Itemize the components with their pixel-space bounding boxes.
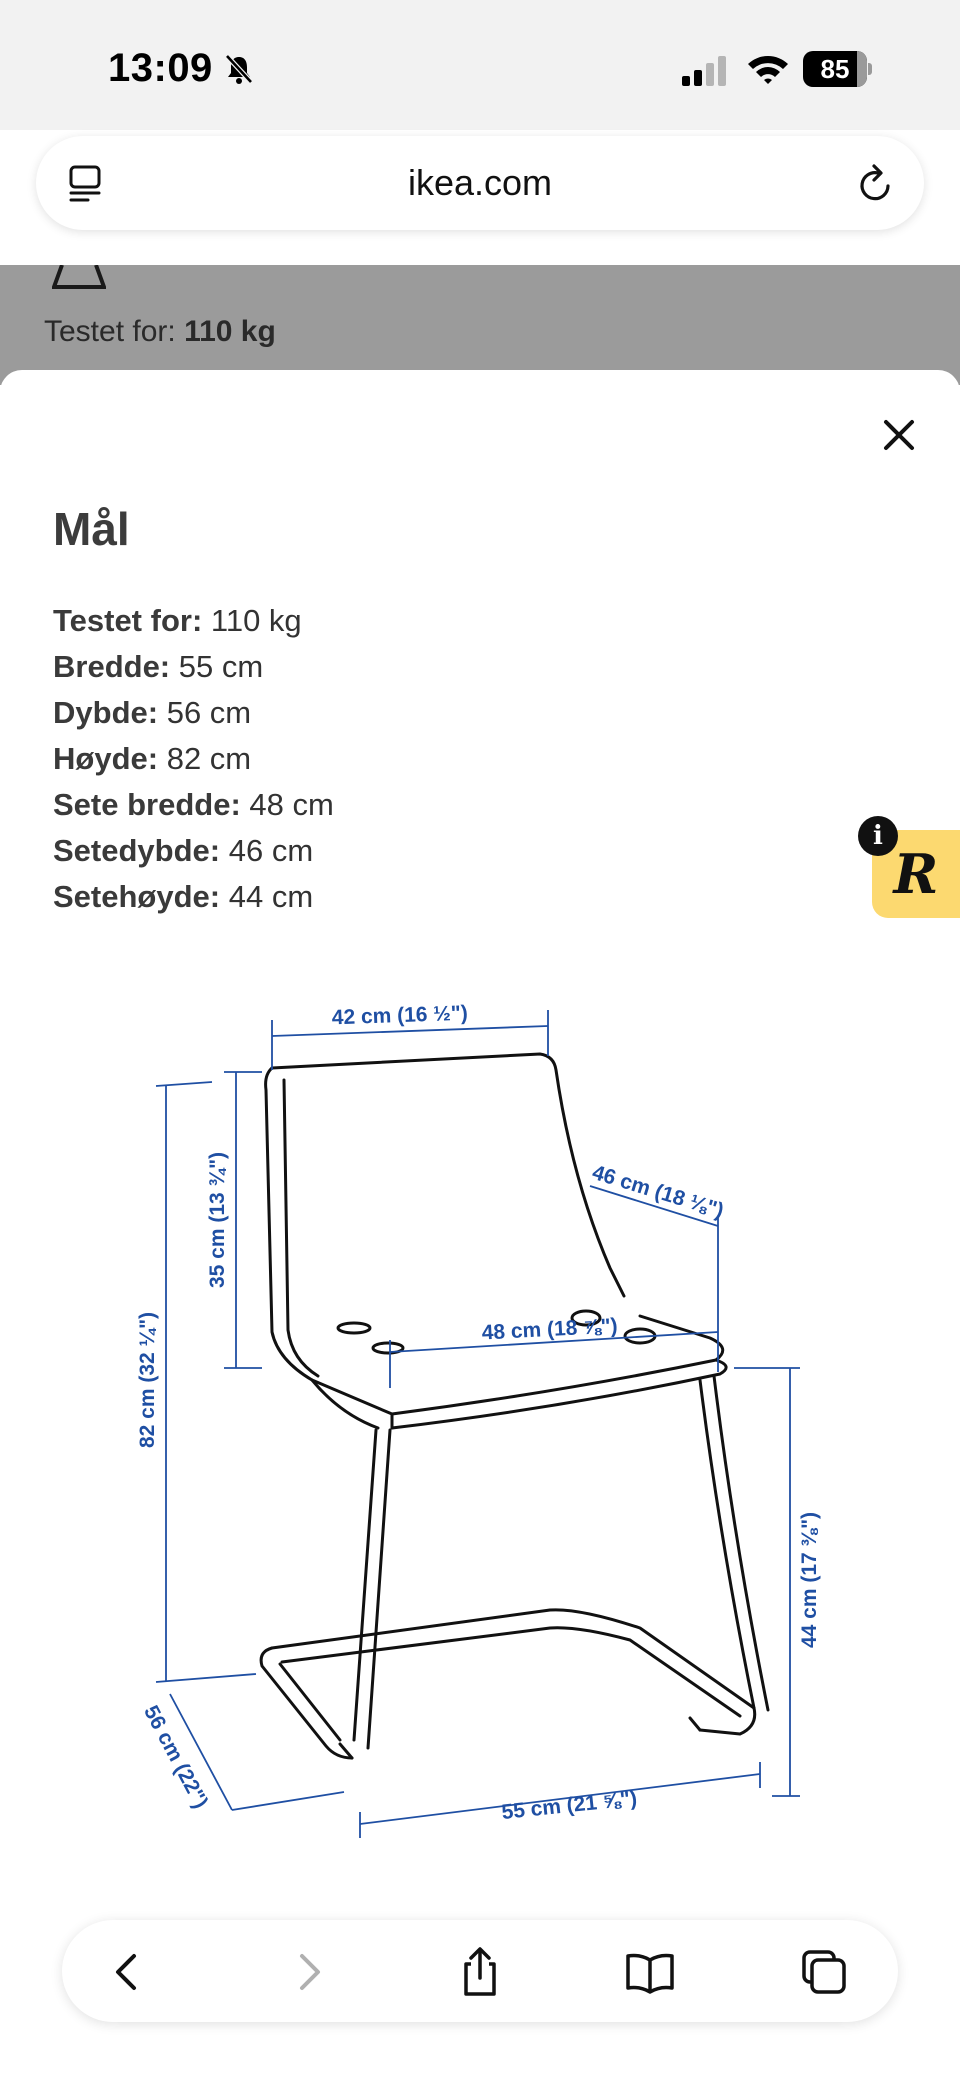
spec-label: Testet for: (53, 603, 203, 638)
dimensions-sheet (0, 370, 960, 2086)
battery-level: 85 (820, 54, 850, 84)
spec-height (53, 736, 334, 782)
dimension-lines (156, 1010, 800, 1838)
spec-value: 110 kg (210, 603, 302, 638)
spec-tested-for (53, 598, 334, 644)
page-behind-overlay (0, 265, 960, 385)
spec-list (53, 598, 334, 920)
behind-label: Testet for: (44, 315, 176, 348)
tabs-button[interactable] (798, 1946, 850, 1998)
label-width: 55 cm (21 ⅝") (500, 1786, 639, 1825)
address-bar[interactable] (36, 136, 924, 230)
spec-label: Setedybde: (53, 833, 221, 868)
label-seat-height: 44 cm (17 ⅜") (798, 1511, 821, 1649)
spec-label: Høyde: (53, 741, 159, 776)
url-text[interactable]: ikea.com (407, 162, 553, 203)
spec-value: 55 cm (178, 649, 264, 684)
label-backrest-height: 35 cm (13 ¾") (206, 1151, 229, 1289)
behind-tested-for (44, 315, 276, 349)
close-button[interactable] (874, 410, 924, 460)
label-backrest-width: 42 cm (16 ½") (331, 1001, 469, 1030)
spec-seat-width (53, 782, 334, 828)
chair-drawing (261, 1054, 768, 1758)
spec-value: 56 cm (166, 695, 252, 730)
status-time: 13:09 (108, 46, 213, 90)
bell-slash-icon (222, 52, 256, 86)
behind-value: 110 kg (184, 315, 276, 348)
back-button[interactable] (102, 1946, 154, 1998)
label-seat-width: 48 cm (18 ⅞") (481, 1314, 619, 1345)
spec-value: 44 cm (228, 879, 314, 914)
wifi-icon (746, 52, 790, 86)
reload-icon[interactable] (856, 162, 896, 204)
spec-value: 82 cm (166, 741, 252, 776)
battery-indicator (803, 51, 873, 87)
spec-width (53, 644, 334, 690)
spec-depth (53, 690, 334, 736)
battery-cap (868, 63, 872, 75)
chair-dimension-diagram (0, 940, 960, 1840)
label-total-height: 82 cm (32 ¼") (136, 1311, 159, 1449)
reader-widget-letter: R (893, 842, 939, 906)
share-button[interactable] (454, 1946, 506, 1998)
spec-value: 48 cm (249, 787, 334, 822)
spec-label: Dybde: (53, 695, 159, 730)
spec-label: Setehøyde: (53, 879, 221, 914)
info-icon[interactable]: i (858, 816, 898, 856)
status-bar (0, 0, 960, 130)
label-depth: 56 cm (22") (139, 1701, 213, 1813)
sheet-title: Mål (53, 503, 130, 555)
label-seat-depth: 46 cm (18 ⅛") (589, 1160, 727, 1223)
cellular-signal-icon (680, 56, 730, 86)
spec-value: 46 cm (228, 833, 314, 868)
spec-label: Bredde: (53, 649, 171, 684)
forward-button[interactable] (282, 1946, 334, 1998)
bookmarks-button[interactable] (624, 1946, 676, 1998)
spec-seat-depth (53, 828, 334, 874)
weight-icon (52, 265, 106, 289)
spec-seat-height (53, 874, 334, 920)
browser-toolbar (62, 1920, 898, 2022)
spec-label: Sete bredde: (53, 787, 241, 822)
